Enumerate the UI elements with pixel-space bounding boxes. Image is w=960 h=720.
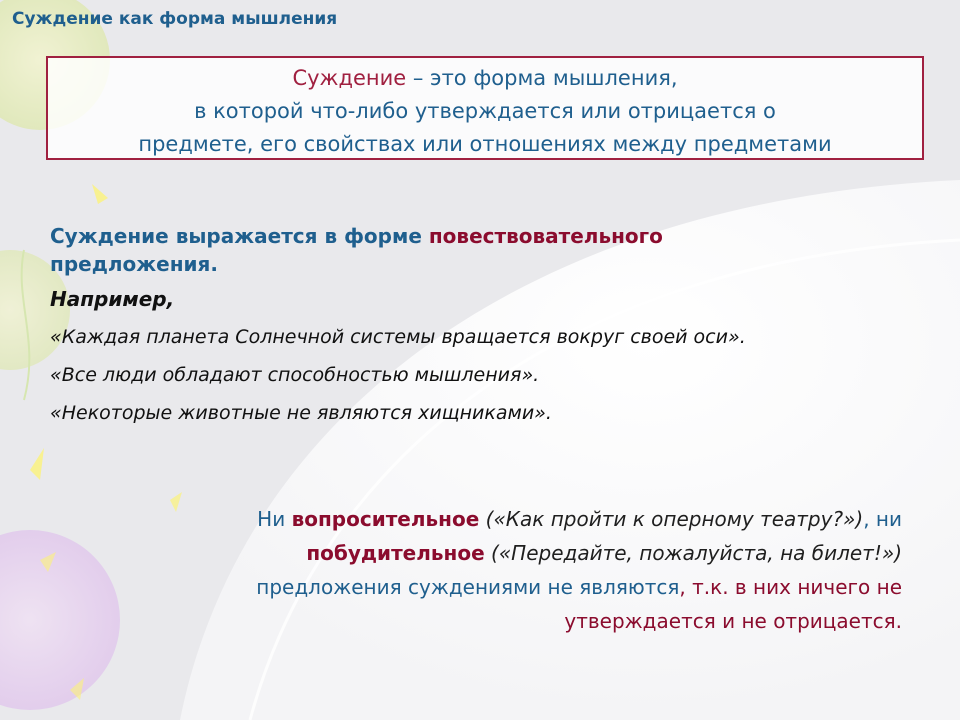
note-line-3-blue: предложения суждениями не являются (256, 575, 680, 599)
expression-part-1: Суждение выражается в форме (50, 224, 429, 248)
note-line-3 (110, 570, 902, 604)
note-example-1: («Как пройти к оперному театру?») (479, 507, 864, 531)
definition-line-2: в которой что-либо утверждается или отрицается о (194, 99, 776, 123)
note-ni-2: , ни (863, 507, 902, 531)
note-keyword-interrogative: вопросительное (291, 507, 480, 531)
note-line-2 (110, 536, 902, 570)
note-block (110, 502, 902, 638)
definition-line-1 (48, 62, 922, 95)
note-ni-1: Ни (257, 507, 292, 531)
definition-box (46, 56, 924, 160)
example-item: «Все люди обладают способностью мышления». (50, 364, 540, 386)
note-example-2: («Передайте, пожалуйста, на билет!») (484, 541, 902, 565)
note-line-1 (110, 502, 902, 536)
note-line-3-red: , т.к. в них ничего не (679, 575, 902, 599)
example-item: «Каждая планета Солнечной системы вращается вокруг своей оси». (50, 326, 746, 348)
definition-term: Суждение (292, 66, 407, 90)
definition-line-1-rest: – это форма мышления, (406, 66, 678, 90)
slide-title: Суждение как форма мышления (12, 9, 338, 29)
expression-part-2: предложения. (50, 252, 218, 276)
expression-statement (50, 222, 830, 278)
note-line-4: утверждается и не отрицается. (564, 609, 902, 633)
note-keyword-imperative: побудительное (306, 541, 485, 565)
example-item: «Некоторые животные не являются хищниками». (50, 402, 552, 424)
content-block (50, 222, 830, 426)
expression-highlight: повествовательного (428, 224, 663, 248)
example-heading: Например, (50, 287, 175, 311)
definition-line-3: предмете, его свойствах или отношениях между предметами (138, 132, 832, 156)
